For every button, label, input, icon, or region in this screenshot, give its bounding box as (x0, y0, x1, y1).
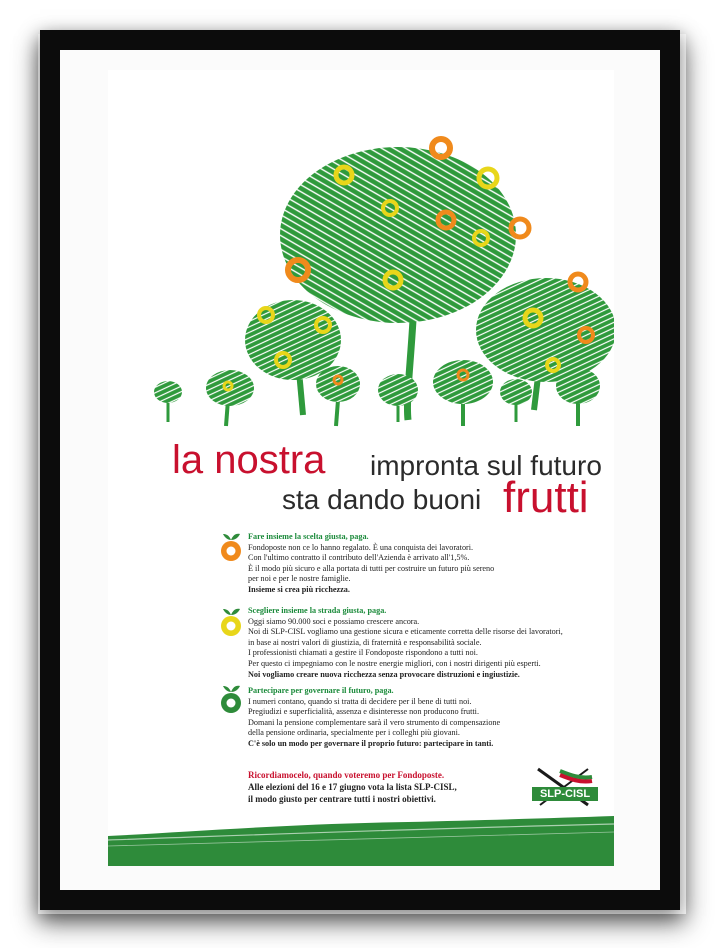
closing-line-1: Ricordiamocelo, quando voteremo per Fondoposte. (248, 770, 445, 780)
headline-sta-dando-buoni: sta dando buoni (282, 484, 482, 515)
section-2-line: I professionisti chiamati a gestire il Fondoposte rispondono a tutti noi. (248, 648, 478, 658)
orange-fruit-icon (218, 530, 244, 564)
logo-text: SLP-CISL (539, 788, 591, 800)
closing-line-3: il modo giusto per centrare tutti i nostri obiettivi. (248, 794, 436, 804)
frame-mat (60, 50, 660, 890)
headline (108, 440, 614, 540)
section-1-line: Fondoposte non ce lo hanno regalato. È una conquista dei lavoratori. (248, 542, 474, 552)
closing-text (248, 769, 548, 805)
section-2-bold-line: Noi vogliamo creare nuova ricchezza senza provocare distruzioni e ingiustizie. (248, 669, 520, 679)
section-3-bold-line: C'è solo un modo per governare il proprio futuro: partecipare in tanti. (248, 738, 494, 748)
fingerprint-trees-illustration (108, 70, 614, 430)
section-3 (248, 686, 608, 750)
green-fruit-icon (218, 682, 244, 716)
section-1-line: per noi e per le nostre famiglie. (248, 574, 351, 584)
slp-cisl-logo (530, 765, 600, 810)
section-1-bold-line: Insieme si crea più ricchezza. (248, 584, 350, 594)
section-1 (248, 532, 608, 596)
section-3-line: Domani la pensione complementare sarà il vero strumento di compensazione (248, 717, 501, 727)
section-2-line: in base ai nostri valori di giustizia, di fraternità e responsabilità sociale. (248, 637, 482, 647)
closing-line-2: Alle elezioni del 16 e 17 giugno vota la lista SLP-CISL, (248, 782, 457, 792)
section-2-line: Per questo ci impegniamo con le nostre energie migliori, con i nostri dirigenti più esperti. (248, 658, 541, 668)
section-3-line: I numeri contano, quando si tratta di decidere per il bene di tutti noi. (248, 696, 472, 706)
section-1-line: Con l'ultimo contratto il contributo dell'Azienda è arrivato all'1,5%. (248, 553, 470, 563)
headline-frutti: frutti (503, 473, 589, 522)
section-2 (248, 606, 608, 680)
section-1-title: Fare insieme la scelta giusta, paga. (248, 532, 369, 541)
section-3-line: Pregiudizi e superficialità, assenza e disinteresse non producono frutti. (248, 707, 479, 717)
section-2-line: Oggi siamo 90.000 soci e possiamo crescere ancora. (248, 616, 420, 626)
section-2-line: Noi di SLP-CISL vogliamo una gestione sicura e eticamente corretta delle risorse dei lavoratori, (248, 627, 563, 637)
picture-frame (40, 30, 680, 910)
green-brush-stripe (108, 814, 614, 866)
headline-impronta: impronta sul futuro (370, 450, 602, 481)
section-2-title: Scegliere insieme la strada giusta, paga. (248, 606, 387, 615)
section-3-line: della pensione ordinaria, specialmente per i colleghi più giovani. (248, 728, 460, 738)
yellow-fruit-icon (218, 605, 244, 639)
poster (108, 70, 614, 866)
section-1-line: È il modo più sicuro e alla portata di tutti per costruire un futuro più sereno (248, 563, 495, 573)
headline-la-nostra: la nostra (172, 438, 326, 482)
section-3-title: Partecipare per governare il futuro, paga. (248, 686, 394, 695)
